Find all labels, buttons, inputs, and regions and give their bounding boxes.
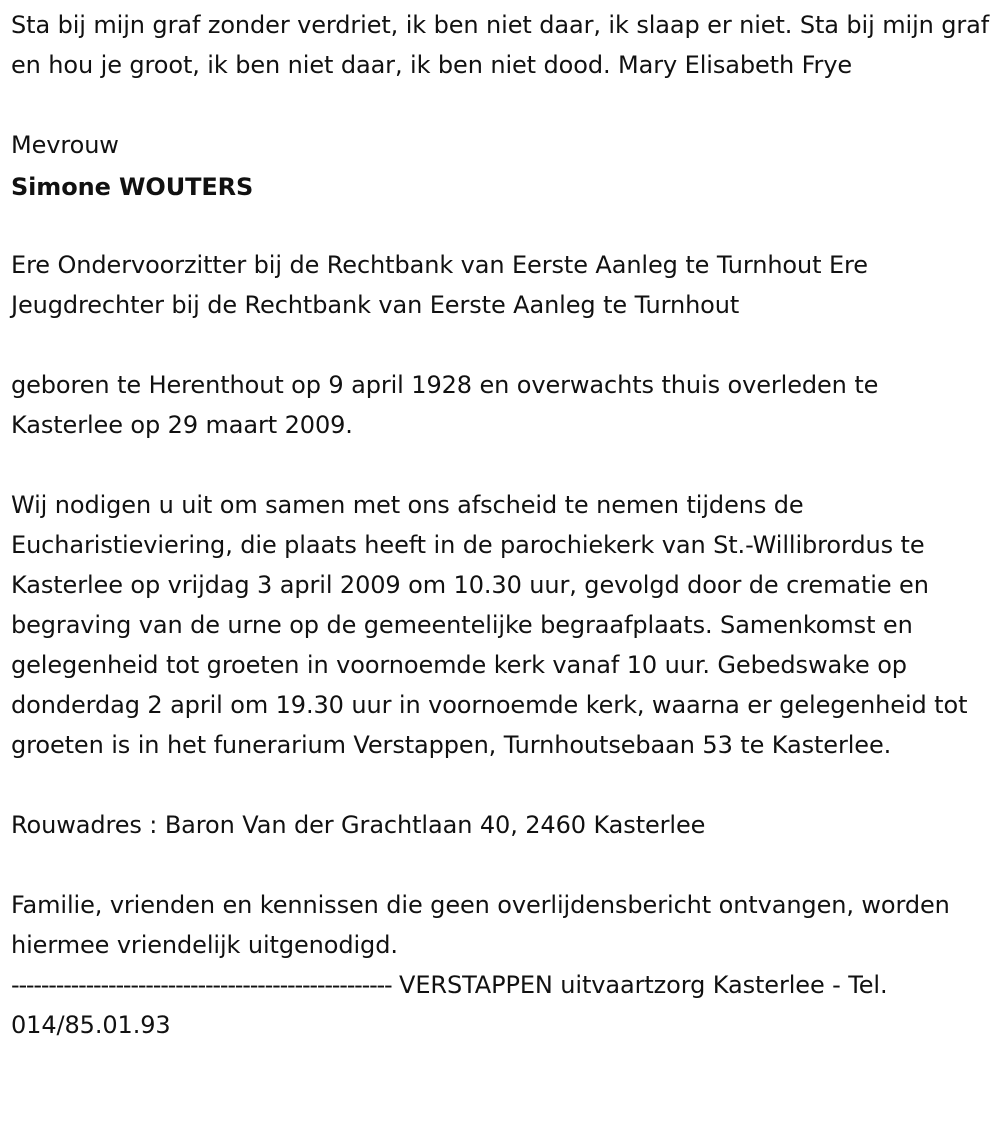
funeral-home-footer bbox=[11, 965, 993, 1045]
spacer bbox=[11, 765, 993, 805]
function-paragraph: Ere Ondervoorzitter bij de Rechtbank van Eerste Aanleg te Turnhout Ere Jeugdrechter bij de Rechtbank van Eerste Aanleg te Turnhout bbox=[11, 251, 868, 319]
spacer bbox=[11, 85, 993, 125]
obituary-notice bbox=[11, 5, 993, 1045]
quote-paragraph: Sta bij mijn graf zonder verdriet, ik ben niet daar, ik slaap er niet. Sta bij mijn graf en hou je groot, ik ben niet daar, ik ben niet dood. Mary Elisabeth Frye bbox=[11, 11, 990, 79]
invitation-paragraph: Familie, vrienden en kennissen die geen overlijdensbericht ontvangen, worden hiermee vriendelijk uitgenodigd. bbox=[11, 891, 950, 959]
deceased-name: Simone WOUTERS bbox=[11, 173, 254, 201]
separator-line: --------------------------------------------------- bbox=[11, 971, 392, 999]
spacer bbox=[11, 325, 993, 365]
spacer bbox=[11, 445, 993, 485]
honorific: Mevrouw bbox=[11, 131, 119, 159]
spacer bbox=[11, 845, 993, 885]
funeral-home-contact: VERSTAPPEN uitvaartzorg Kasterlee - Tel. 014/85.01.93 bbox=[11, 971, 888, 1039]
ceremony-paragraph: Wij nodigen u uit om samen met ons afscheid te nemen tijdens de Eucharistieviering, die plaats heeft in de parochiekerk van St.-Willibrordus te Kasterlee op vrijdag 3 april 2009 om 10.30 uur, gevolgd door de crematie en begraving van de urne op de gemeentelijke begraafplaats. Samenkomst en gelegenheid tot groeten in voornoemde kerk vanaf 10 uur. Gebedswake op donderdag 2 april om 19.30 uur in voornoemde kerk, waarna er gelegenheid tot groeten is in het funerarium Verstappen, Turnhoutsebaan 53 te Kasterlee. bbox=[11, 491, 968, 759]
mourning-address: Rouwadres : Baron Van der Grachtlaan 40, 2460 Kasterlee bbox=[11, 811, 706, 839]
birth-death-paragraph: geboren te Herenthout op 9 april 1928 en overwachts thuis overleden te Kasterlee op 29 maart 2009. bbox=[11, 371, 879, 439]
